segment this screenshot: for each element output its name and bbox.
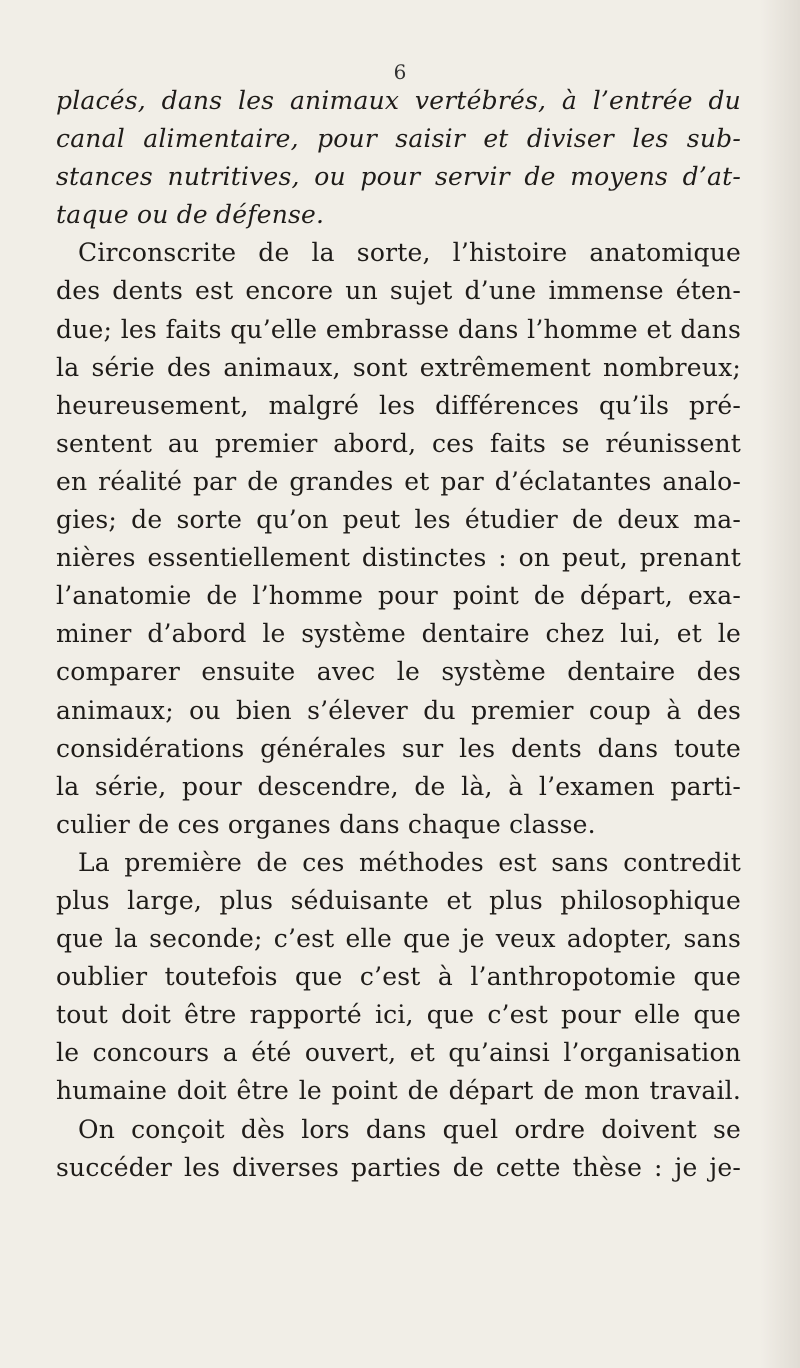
- text-line: comparer ensuite avec le système dentaire des: [56, 657, 741, 687]
- text-line: gies; de sorte qu’on peut les étudier de deux ma-: [56, 505, 741, 535]
- text-line: plus large, plus séduisante et plus philosophique: [56, 885, 741, 915]
- text-block: [56, 82, 741, 1187]
- text-line: que la seconde; c’est elle que je veux adopter, sans: [56, 924, 741, 954]
- text-line: humaine doit être le point de départ de mon travail.: [56, 1076, 741, 1106]
- text-line: miner d’abord le système dentaire chez lui, et le: [56, 619, 741, 649]
- text-line: taque ou de défense.: [56, 200, 325, 230]
- text-line: le concours a été ouvert, et qu’ainsi l’organisation: [56, 1038, 741, 1068]
- text-line: la série des animaux, sont extrêmement nombreux;: [56, 352, 741, 382]
- page-edge-shadow: [760, 0, 800, 1368]
- text-line: canal alimentaire, pour saisir et diviser les sub-: [56, 124, 741, 154]
- text-line: des dents est encore un sujet d’une immense éten-: [56, 276, 741, 306]
- text-line: placés, dans les animaux vertébrés, à l’entrée du: [56, 86, 741, 115]
- text-line: en réalité par de grandes et par d’éclatantes analo-: [56, 466, 741, 496]
- text-line: la série, pour descendre, de là, à l’examen parti-: [56, 771, 741, 801]
- text-line: On conçoit dès lors dans quel ordre doivent se: [78, 1114, 741, 1144]
- page-number: 6: [393, 60, 407, 84]
- text-line: considérations générales sur les dents dans toute: [56, 733, 741, 763]
- text-line: oublier toutefois que c’est à l’anthropotomie que: [56, 962, 741, 992]
- text-line: succéder les diverses parties de cette thèse : je je-: [56, 1152, 741, 1182]
- text-line: culier de ces organes dans chaque classe.: [56, 809, 596, 839]
- text-line: stances nutritives, ou pour servir de moyens d’at-: [56, 162, 741, 192]
- text-line: due; les faits qu’elle embrasse dans l’homme et dans: [56, 314, 741, 344]
- text-line: La première de ces méthodes est sans contredit: [78, 847, 741, 877]
- text-line: Circonscrite de la sorte, l’histoire anatomique: [78, 238, 741, 268]
- text-line: nières essentiellement distinctes : on peut, prenant: [56, 543, 741, 573]
- text-line: tout doit être rapporté ici, que c’est pour elle que: [56, 1000, 741, 1030]
- text-line: sentent au premier abord, ces faits se réunissent: [56, 428, 741, 458]
- text-line: animaux; ou bien s’élever du premier coup à des: [56, 695, 741, 725]
- text-line: heureusement, malgré les différences qu’ils pré-: [56, 390, 741, 420]
- text-line: l’anatomie de l’homme pour point de départ, exa-: [56, 581, 741, 611]
